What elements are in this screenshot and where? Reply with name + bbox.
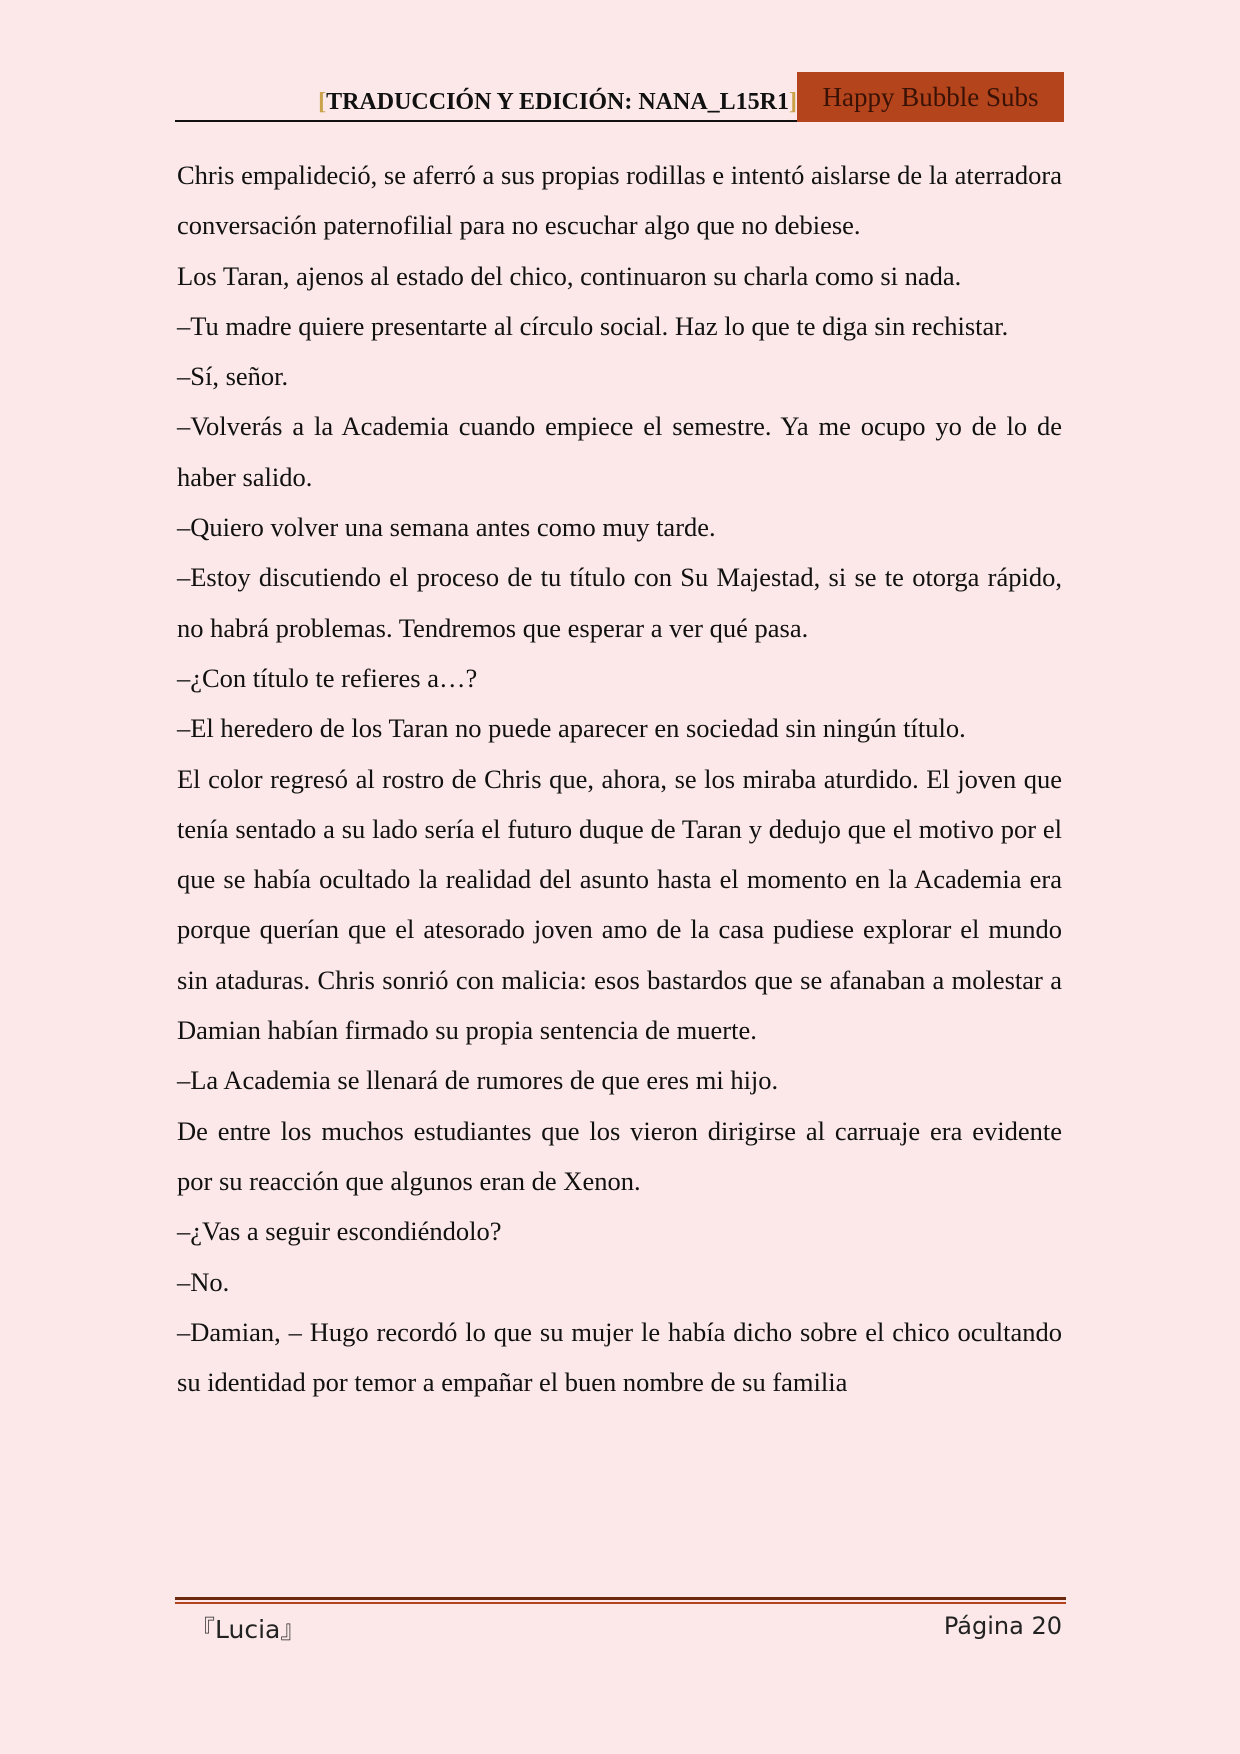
paragraph: –Sí, señor.	[177, 361, 289, 392]
page-header	[175, 72, 1064, 122]
paragraph: –¿Vas a seguir escondiéndolo?	[177, 1216, 502, 1247]
paragraph: –Quiero volver una semana antes como muy tarde.	[177, 512, 716, 543]
header-divider	[175, 120, 797, 122]
paragraph: El color regresó al rostro de Chris que, ahora, se los miraba aturdido. El joven que tenía sentado a su lado sería el futuro duque de Taran y dedujo que el motivo por el que se había ocultado la realidad del asunto hasta el momento en la Academia era porque querían que el atesorado joven amo de la casa pudiese explorar el mundo sin ataduras. Chris sonrió con malicia: esos bastardos que se afanaban a molestar a Damian habían firmado su propia sentencia de muerte.	[177, 763, 1062, 1046]
credit-bracket-open: [	[318, 89, 327, 115]
credit-text: TRADUCCIÓN Y EDICIÓN: NANA_L15R1	[326, 89, 789, 115]
paragraph: –No.	[177, 1266, 230, 1297]
page-number: Página 20	[943, 1612, 1062, 1640]
paragraph: De entre los muchos estudiantes que los vieron dirigirse al carruaje era evidente por su reacción que algunos eran de Xenon.	[177, 1115, 1062, 1196]
paragraph: –¿Con título te refieres a…?	[177, 662, 478, 693]
paragraph: –Volverás a la Academia cuando empiece el semestre. Ya me ocupo yo de lo de haber salido.	[177, 411, 1062, 492]
paragraph: Los Taran, ajenos al estado del chico, continuaron su charla como si nada.	[177, 260, 962, 291]
body-text	[177, 150, 1062, 1407]
paragraph: –Estoy discutiendo el proceso de tu título con Su Majestad, si se te otorga rápido, no habrá problemas. Tendremos que esperar a ver qué pasa.	[177, 562, 1062, 643]
footer-divider-thick	[175, 1597, 1066, 1600]
brand-label: Happy Bubble Subs	[797, 72, 1064, 122]
paragraph: –La Academia se llenará de rumores de que eres mi hijo.	[177, 1065, 779, 1096]
paragraph: –Tu madre quiere presentarte al círculo social. Haz lo que te diga sin rechistar.	[177, 310, 1009, 341]
translation-credit	[318, 89, 797, 116]
paragraph: Chris empalideció, se aferró a sus propias rodillas e intentó aislarse de la aterradora conversación paternofilial para no escuchar algo que no debiese.	[177, 160, 1062, 241]
paragraph: –El heredero de los Taran no puede aparecer en sociedad sin ningún título.	[177, 713, 966, 744]
footer-divider	[175, 1597, 1066, 1605]
paragraph: –Damian, – Hugo recordó lo que su mujer le había dicho sobre el chico ocultando su identidad por temor a empañar el buen nombre de su familia	[177, 1316, 1062, 1398]
credit-bracket-close: ]	[789, 89, 797, 115]
book-title: 『Lucia』	[190, 1615, 306, 1644]
footer-divider-thin	[175, 1602, 1066, 1604]
